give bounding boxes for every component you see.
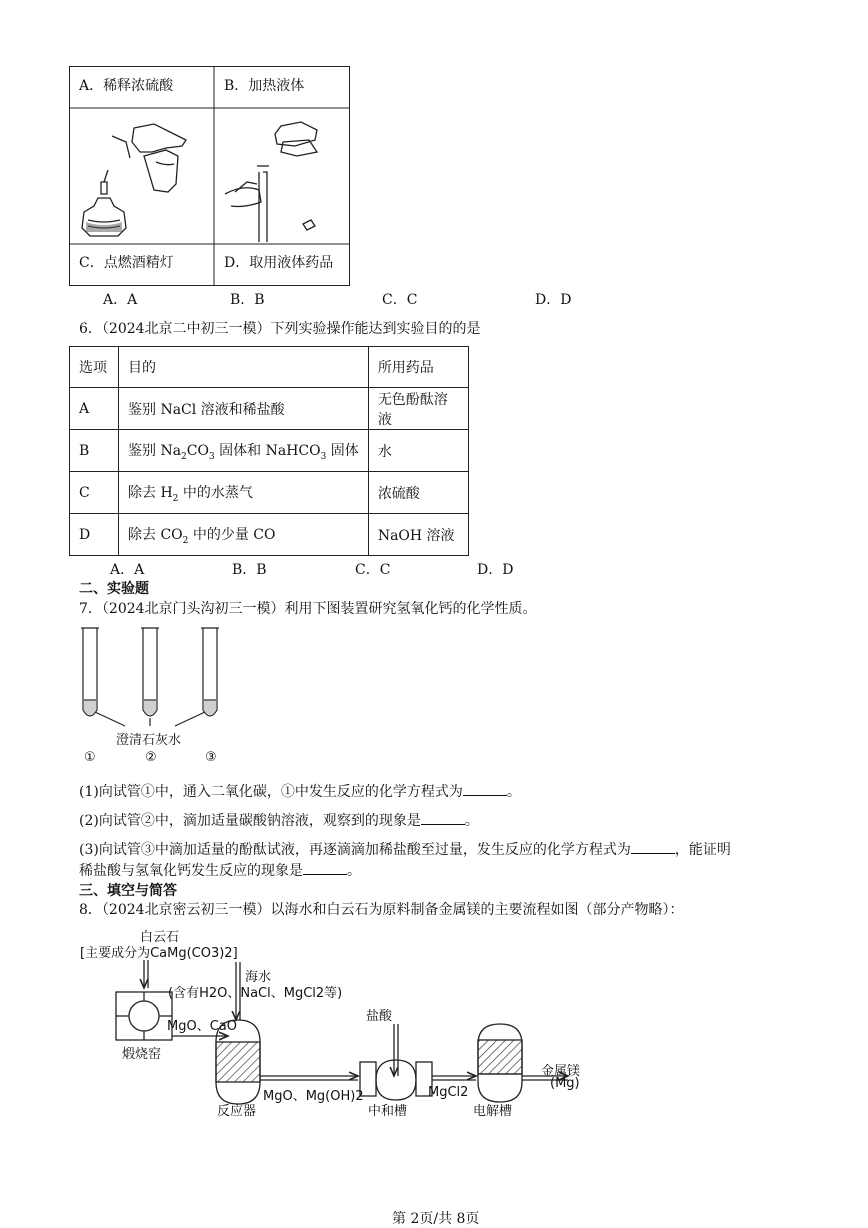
q5-cell-b: B．加热液体 — [224, 78, 305, 94]
q5-cell-a: A．稀释浓硫酸 — [79, 78, 174, 94]
q7-part1-blank[interactable] — [463, 783, 507, 796]
q6-row-b-purpose: 鉴别 $Na_2CO_3$ 固体和 NaHCO$_3$ 固体 — [119, 430, 369, 472]
q6-row-b-option: B — [70, 430, 119, 472]
test-tube-illustration — [217, 112, 347, 242]
q8-seawater-label: 海水 — [245, 970, 272, 985]
q6-row-c-purpose: 除去 $H_2$ 中的水蒸气 — [119, 472, 369, 514]
q7-part2-blank[interactable] — [421, 812, 465, 825]
q5-option-b[interactable]: B．B — [230, 292, 265, 308]
tube-label-3: ③ — [205, 750, 217, 765]
q8-product-label: 金属镁 — [541, 1064, 581, 1079]
q5-options — [0, 289, 868, 309]
q6-row-d-option: D — [70, 514, 119, 556]
q6-option-c[interactable]: C．C — [355, 562, 391, 578]
q7-part1: (1)向试管①中，通入二氧化碳，①中发生反应的化学方程式为 。 — [79, 784, 521, 800]
q8-dolomite-label: 白云石 — [140, 930, 180, 945]
q8-electrolyzer-label: 电解槽 — [473, 1104, 513, 1119]
q8-neutralizer-label: 中和槽 — [368, 1104, 408, 1119]
q8-kiln-label: 煅烧窑 — [122, 1047, 162, 1062]
q7-figure-label: 澄清石灰水 — [116, 733, 182, 748]
q6-row-a-purpose: 鉴别 NaCl 溶液和稀盐酸 — [119, 388, 369, 430]
q8-dolomite-formula: [主要成分为CaMg(CO3)2] — [80, 946, 238, 961]
q5-table — [69, 66, 350, 286]
q8-product-symbol: (Mg) — [550, 1076, 580, 1091]
q8-seawater-contents: (含有H2O、NaCl、MgCl2等) — [168, 986, 343, 1001]
q6-row-c-reagent: 浓硫酸 — [368, 472, 468, 514]
q8-kiln-output: MgO、CaO — [167, 1019, 237, 1034]
q6-row-d-purpose: 除去 $CO_2$ 中的少量 CO — [119, 514, 369, 556]
q6-table — [69, 346, 469, 556]
q8-reactor-label: 反应器 — [217, 1104, 257, 1119]
alcohol-lamp-illustration — [74, 112, 204, 242]
q6-row-a-reagent: 无色酚酞溶液 — [368, 388, 468, 430]
q7-part3: (3)向试管③中滴加适量的酚酞试液，再逐滴滴加稀盐酸至过量，发生反应的化学方程式为 ，能证明 — [79, 842, 731, 858]
q7-part3-blank-a[interactable] — [631, 841, 675, 854]
q7-part3-line2: 稀盐酸与氢氧化钙发生反应的现象是 。 — [79, 863, 361, 879]
q6-options — [0, 559, 868, 579]
q8-reactor-output: MgO、Mg(OH)2 — [263, 1089, 364, 1104]
q6-row-d-reagent: NaOH 溶液 — [368, 514, 468, 556]
q5-option-c[interactable]: C．C — [382, 292, 418, 308]
q8-neutralizer-output: MgCl2 — [428, 1085, 469, 1100]
section-heading-experiment: 二、实验题 — [79, 581, 149, 597]
q6-option-d[interactable]: D．D — [477, 562, 514, 578]
q6-header-option: 选项 — [70, 347, 119, 388]
q8-stem: 8．（2024北京密云初三一模）以海水和白云石为原料制备金属镁的主要流程如图（部分产物略）： — [79, 902, 684, 918]
q5-option-d[interactable]: D．D — [535, 292, 572, 308]
q8-acid-label: 盐酸 — [366, 1009, 393, 1024]
q7-part2: (2)向试管②中，滴加适量碳酸钠溶液，观察到的现象是 。 — [79, 813, 479, 829]
page-footer: 第 2页/共 8页 — [392, 1211, 480, 1227]
q6-row-c-option: C — [70, 472, 119, 514]
q7-part3-blank-b[interactable] — [303, 862, 347, 875]
q5-cell-c: C．点燃酒精灯 — [79, 255, 174, 271]
q6-option-b[interactable]: B．B — [232, 562, 267, 578]
q6-row-a-option: A — [70, 388, 119, 430]
q6-option-a[interactable]: A．A — [110, 562, 145, 578]
q6-stem: 6．（2024北京二中初三一模）下列实验操作能达到实验目的的是 — [79, 321, 481, 337]
q6-row-b-reagent: 水 — [368, 430, 468, 472]
q5-option-a[interactable]: A．A — [103, 292, 138, 308]
q6-header-purpose: 目的 — [119, 347, 369, 388]
q7-stem: 7．（2024北京门头沟初三一模）利用下图装置研究氢氧化钙的化学性质。 — [79, 601, 537, 617]
tube-label-2: ② — [145, 750, 157, 765]
section-heading-fill-in: 三、填空与简答 — [79, 883, 177, 899]
q5-cell-d: D．取用液体药品 — [224, 255, 334, 271]
tube-label-1: ① — [84, 750, 96, 765]
q6-header-reagent: 所用药品 — [368, 347, 468, 388]
